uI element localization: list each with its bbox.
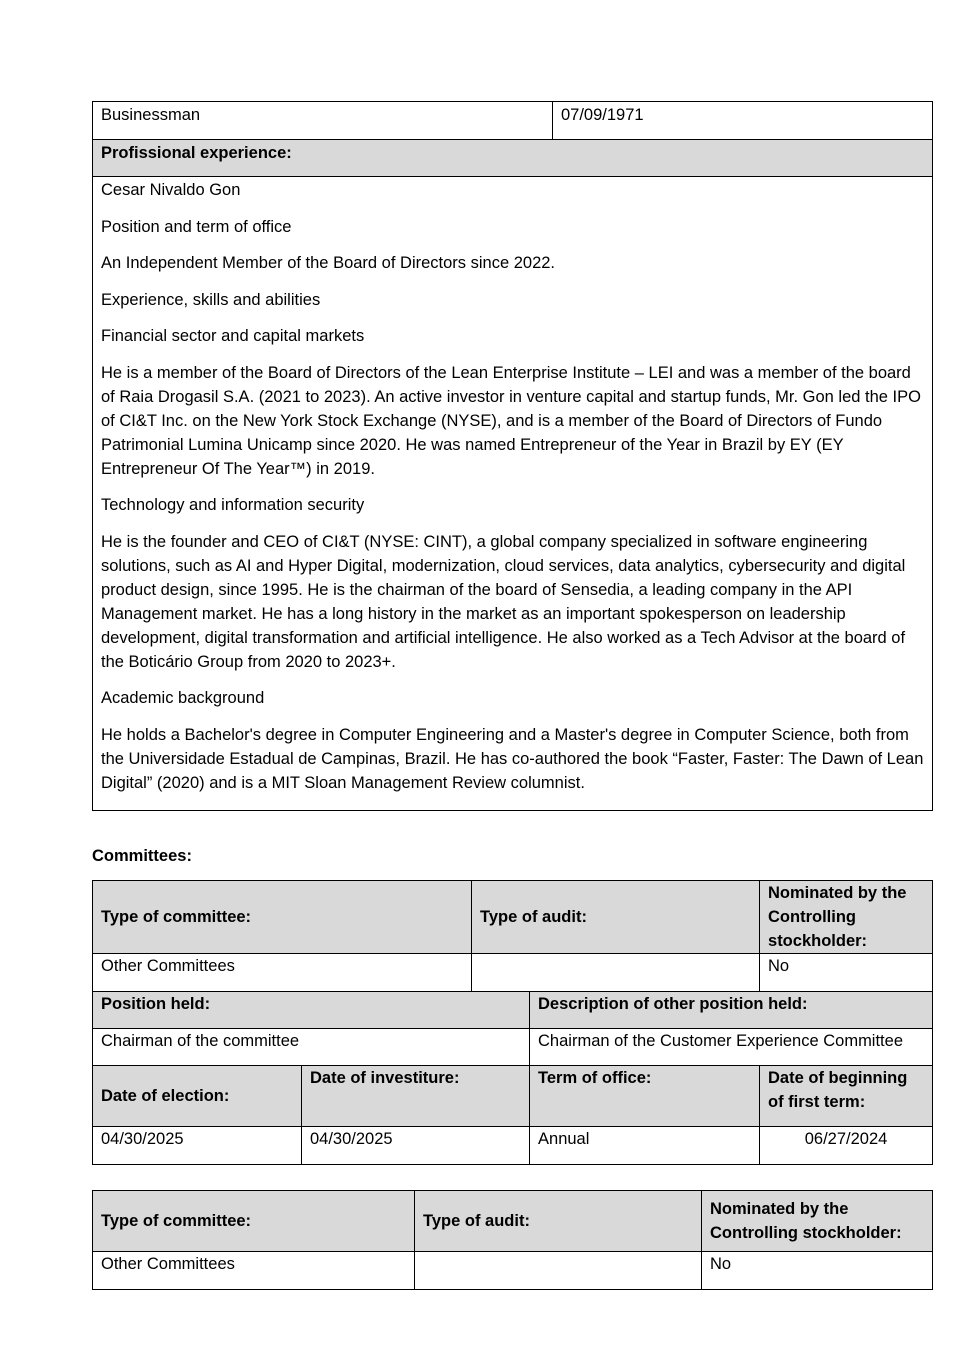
type-of-committee-label: Type of committee: <box>93 1191 415 1252</box>
nominated-value: No <box>760 954 933 992</box>
date-of-investiture-label: Date of investiture: <box>302 1066 530 1127</box>
director-name: Cesar Nivaldo Gon <box>101 181 241 199</box>
description-other-label: Description of other position held: <box>530 992 933 1029</box>
profile-table <box>92 101 933 811</box>
term-of-office-label: Term of office: <box>530 1066 760 1127</box>
description-other-value: Chairman of the Customer Experience Committee <box>530 1029 933 1066</box>
type-of-audit-label: Type of audit: <box>415 1191 702 1252</box>
committee-table-1 <box>92 880 933 1165</box>
position-text: An Independent Member of the Board of Directors since 2022. <box>101 254 556 272</box>
term-of-office-value: Annual <box>530 1127 760 1165</box>
type-of-audit-label: Type of audit: <box>472 881 760 954</box>
experience-heading: Experience, skills and abilities <box>101 290 321 309</box>
date-of-election-value: 04/30/2025 <box>93 1127 302 1165</box>
position-held-value: Chairman of the committee <box>93 1029 530 1066</box>
academic-text: He holds a Bachelor's degree in Computer Engineering and a Master's degree in Computer Science, both from the Universidade Estadual de Campinas, Brazil. He has co-authored the book “Faster, Faster: The Dawn of Lean Digital” (2020) and is a MIT Sloan Management Review columnist. <box>101 725 924 792</box>
nominated-label: Nominated by the Controlling stockholder: <box>760 881 933 954</box>
nominated-label: Nominated by the Controlling stockholder: <box>702 1191 933 1252</box>
technology-heading: Technology and information security <box>101 496 365 514</box>
type-of-committee-label: Type of committee: <box>93 881 472 954</box>
type-of-audit-value <box>415 1252 702 1290</box>
experience-header: Profissional experience: <box>93 140 933 177</box>
date-of-investiture-value: 04/30/2025 <box>302 1127 530 1165</box>
nominated-value: No <box>702 1252 933 1290</box>
committee-table-2 <box>92 1190 933 1290</box>
date-of-election-label: Date of election: <box>93 1066 302 1127</box>
position-heading: Position and term of office <box>101 217 292 236</box>
experience-body <box>93 177 933 811</box>
date-first-term-label: Date of beginning of first term: <box>760 1066 933 1127</box>
position-held-label: Position held: <box>93 992 530 1029</box>
academic-heading: Academic background <box>101 689 265 707</box>
financial-heading: Financial sector and capital markets <box>101 327 365 345</box>
type-of-audit-value <box>472 954 760 992</box>
type-of-committee-value: Other Committees <box>93 954 472 992</box>
financial-text: He is a member of the Board of Directors of the Lean Enterprise Institute – LEI and was a member of the board of Raia Drogasil S.A. (2021 to 2023). An active investor in venture capital and startup funds, Mr. Gon led the IPO of CI&T Inc. on the New York Stock Exchange (NYSE), and is a member of the Board of Directors of Fundo Patrimonial Lumina Unicamp since 2020. He was named Entrepreneur of the Year in Brazil by EY (EY Entrepreneur Of The Year™) in 2019. <box>101 363 921 478</box>
birth-date-cell: 07/09/1971 <box>553 102 933 140</box>
technology-text: He is the founder and CEO of CI&T (NYSE: CINT), a global company specialized in software engineering solutions, such as AI and Hyper Digital, modernization, cloud services, data analytics, cybersecurity and digital product design, since 1995. He is the chairman of the board of Sensedia, a leading company in the API Management market. He has a long history in the market as an important spokesperson on leadership development, digital transformation and artificial intelligence. He also worked as a Tech Advisor at the board of the Boticário Group from 2020 to 2023+. <box>101 532 906 671</box>
date-first-term-value: 06/27/2024 <box>760 1127 933 1165</box>
type-of-committee-value: Other Committees <box>93 1252 415 1290</box>
committees-heading: Committees: <box>92 847 192 865</box>
occupation-cell: Businessman <box>93 102 553 140</box>
